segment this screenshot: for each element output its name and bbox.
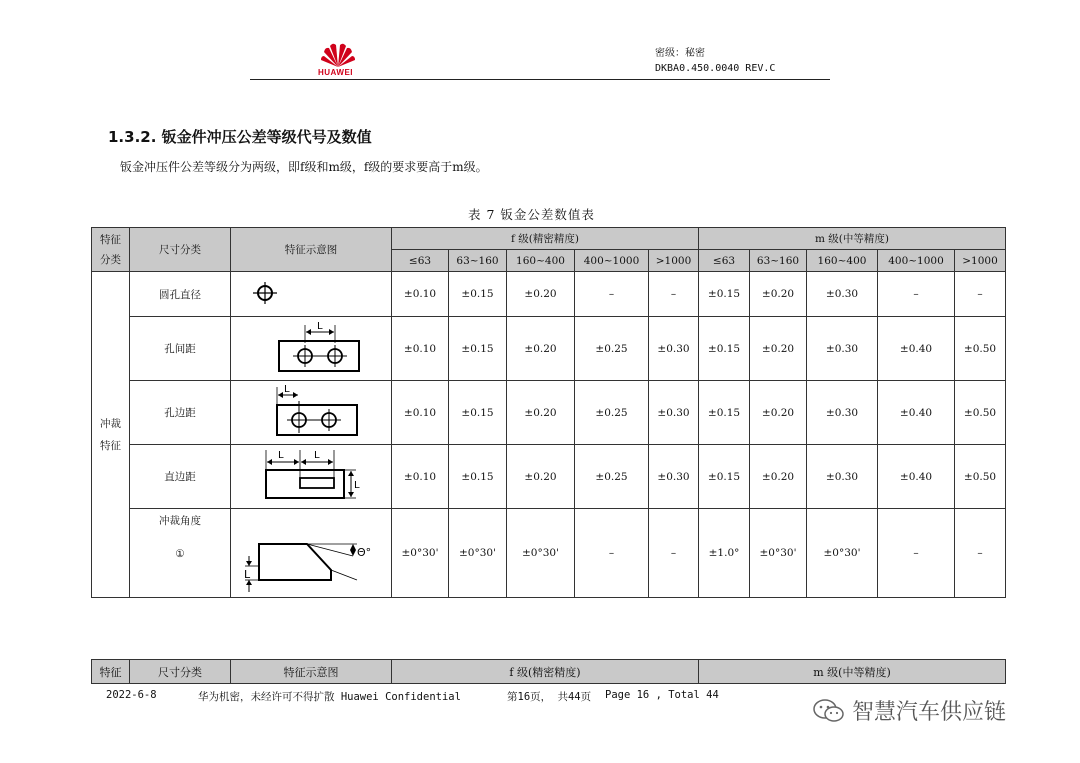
m-value: ±0.30 xyxy=(807,272,878,317)
diagram-cell xyxy=(231,317,392,381)
table-row xyxy=(92,272,1006,317)
range-header: ≤63 xyxy=(699,250,750,272)
diagram-cell xyxy=(231,381,392,445)
f-value: ±0.30 xyxy=(649,445,699,509)
hole-spacing-diagram-icon xyxy=(261,319,361,375)
m-value: ±0.50 xyxy=(955,381,1006,445)
header-diagram: 特征示意图 xyxy=(231,660,392,684)
f-value: ±0.20 xyxy=(507,381,575,445)
m-value: ±0.40 xyxy=(878,317,955,381)
m-value: ±0.20 xyxy=(750,445,807,509)
f-value: ±0.20 xyxy=(507,317,575,381)
length-label: L xyxy=(278,450,284,461)
m-value: ±0.50 xyxy=(955,445,1006,509)
f-value: – xyxy=(575,272,649,317)
table-row xyxy=(92,445,1006,509)
length-label: L xyxy=(354,480,360,491)
section-title: 1.3.2. 钣金件冲压公差等级代号及数值 xyxy=(108,128,372,146)
diagram-cell xyxy=(231,272,392,317)
wechat-icon xyxy=(812,698,846,724)
hole-diameter-diagram-icon xyxy=(251,280,285,306)
range-header: 63~160 xyxy=(750,250,807,272)
footer-page-cn: 第16页， 共44页 xyxy=(507,691,592,703)
range-header: >1000 xyxy=(955,250,1006,272)
table-row xyxy=(92,381,1006,445)
f-value: – xyxy=(649,509,699,598)
range-header: >1000 xyxy=(649,250,699,272)
f-value: ±0.10 xyxy=(392,272,449,317)
range-header: ≤63 xyxy=(392,250,449,272)
f-value: ±0.15 xyxy=(449,381,507,445)
hole-edge-distance-diagram-icon xyxy=(261,383,361,439)
m-value: ±0.30 xyxy=(807,445,878,509)
f-value: ±0.30 xyxy=(649,317,699,381)
m-value: – xyxy=(878,272,955,317)
punch-angle-diagram-icon xyxy=(241,536,381,594)
size-class-cell: 孔间距 xyxy=(130,317,231,381)
footer-date: 2022-6-8 xyxy=(106,689,157,701)
watermark-text: 智慧汽车供应链 xyxy=(852,700,1007,725)
classification-label: 密级：秘密 xyxy=(655,48,705,59)
logo-text: HUAWEI xyxy=(318,68,353,77)
header-size-class: 尺寸分类 xyxy=(130,228,231,272)
m-value: ±0.20 xyxy=(750,381,807,445)
f-value: ±0.15 xyxy=(449,317,507,381)
f-value: ±0.20 xyxy=(507,272,575,317)
m-value: ±1.0° xyxy=(699,509,750,598)
continued-table-header xyxy=(91,659,1006,684)
table-row xyxy=(92,317,1006,381)
footer-page-en: Page 16 , Total 44 xyxy=(605,689,719,701)
header-m-grade: m 级(中等精度) xyxy=(699,660,1006,684)
angle-label: Θ° xyxy=(357,546,372,559)
range-header: 63~160 xyxy=(449,250,507,272)
m-value: ±0.20 xyxy=(750,272,807,317)
length-label: L xyxy=(244,568,251,581)
diagram-cell xyxy=(231,509,392,598)
header-size-class: 尺寸分类 xyxy=(130,660,231,684)
m-value: ±0.15 xyxy=(699,317,750,381)
document-id: DKBA0.450.0040 REV.C xyxy=(655,63,776,74)
header-divider xyxy=(250,79,830,80)
f-value: ±0.25 xyxy=(575,445,649,509)
m-value: – xyxy=(955,509,1006,598)
size-class-cell: 孔边距 xyxy=(130,381,231,445)
f-value: ±0°30' xyxy=(449,509,507,598)
f-value: – xyxy=(575,509,649,598)
group-label: 冲裁特征 xyxy=(92,272,130,598)
header-m-grade: m 级(中等精度) xyxy=(699,228,1006,250)
range-header: 160~400 xyxy=(807,250,878,272)
header-feature-class: 特征分类 xyxy=(92,228,130,272)
diagram-cell xyxy=(231,445,392,509)
m-value: – xyxy=(955,272,1006,317)
m-value: – xyxy=(878,509,955,598)
f-value: ±0.25 xyxy=(575,317,649,381)
tolerance-table xyxy=(91,227,1006,598)
range-header: 400~1000 xyxy=(878,250,955,272)
length-label: L xyxy=(314,450,320,461)
m-value: ±0°30' xyxy=(750,509,807,598)
f-value: ±0.10 xyxy=(392,317,449,381)
m-value: ±0.30 xyxy=(807,317,878,381)
f-value: – xyxy=(649,272,699,317)
m-value: ±0.15 xyxy=(699,381,750,445)
footer-confidential: 华为机密，未经许可不得扩散 Huawei Confidential xyxy=(198,691,461,703)
range-header: 400~1000 xyxy=(575,250,649,272)
m-value: ±0°30' xyxy=(807,509,878,598)
size-class-label: 冲裁角度 xyxy=(159,515,201,527)
intro-paragraph: 钣金冲压件公差等级分为两级，即f级和m级，f级的要求要高于m级。 xyxy=(120,160,488,174)
f-value: ±0.10 xyxy=(392,445,449,509)
header-feature: 特征 xyxy=(92,660,130,684)
header-f-grade: f 级(精密精度) xyxy=(392,228,699,250)
size-class-cell: 圆孔直径 xyxy=(130,272,231,317)
f-value: ±0.15 xyxy=(449,272,507,317)
m-value: ±0.50 xyxy=(955,317,1006,381)
m-value: ±0.15 xyxy=(699,445,750,509)
range-header: 160~400 xyxy=(507,250,575,272)
m-value: ±0.40 xyxy=(878,381,955,445)
length-label: L xyxy=(317,321,323,332)
edge-distance-diagram-icon xyxy=(256,446,366,504)
f-value: ±0.10 xyxy=(392,381,449,445)
huawei-logo-icon xyxy=(318,40,358,68)
f-value: ±0°30' xyxy=(507,509,575,598)
f-value: ±0.30 xyxy=(649,381,699,445)
f-value: ±0°30' xyxy=(392,509,449,598)
length-label: L xyxy=(284,384,290,395)
size-class-cell: 直边距 xyxy=(130,445,231,509)
header-f-grade: f 级(精密精度) xyxy=(392,660,699,684)
m-value: ±0.30 xyxy=(807,381,878,445)
header-diagram: 特征示意图 xyxy=(231,228,392,272)
size-class-cell xyxy=(130,509,231,598)
table-caption: 表 7 钣金公差数值表 xyxy=(468,207,595,222)
m-value: ±0.40 xyxy=(878,445,955,509)
m-value: ±0.20 xyxy=(750,317,807,381)
m-value: ±0.15 xyxy=(699,272,750,317)
f-value: ±0.25 xyxy=(575,381,649,445)
f-value: ±0.20 xyxy=(507,445,575,509)
table-row xyxy=(92,509,1006,598)
f-value: ±0.15 xyxy=(449,445,507,509)
footnote-mark: ① xyxy=(175,548,185,560)
